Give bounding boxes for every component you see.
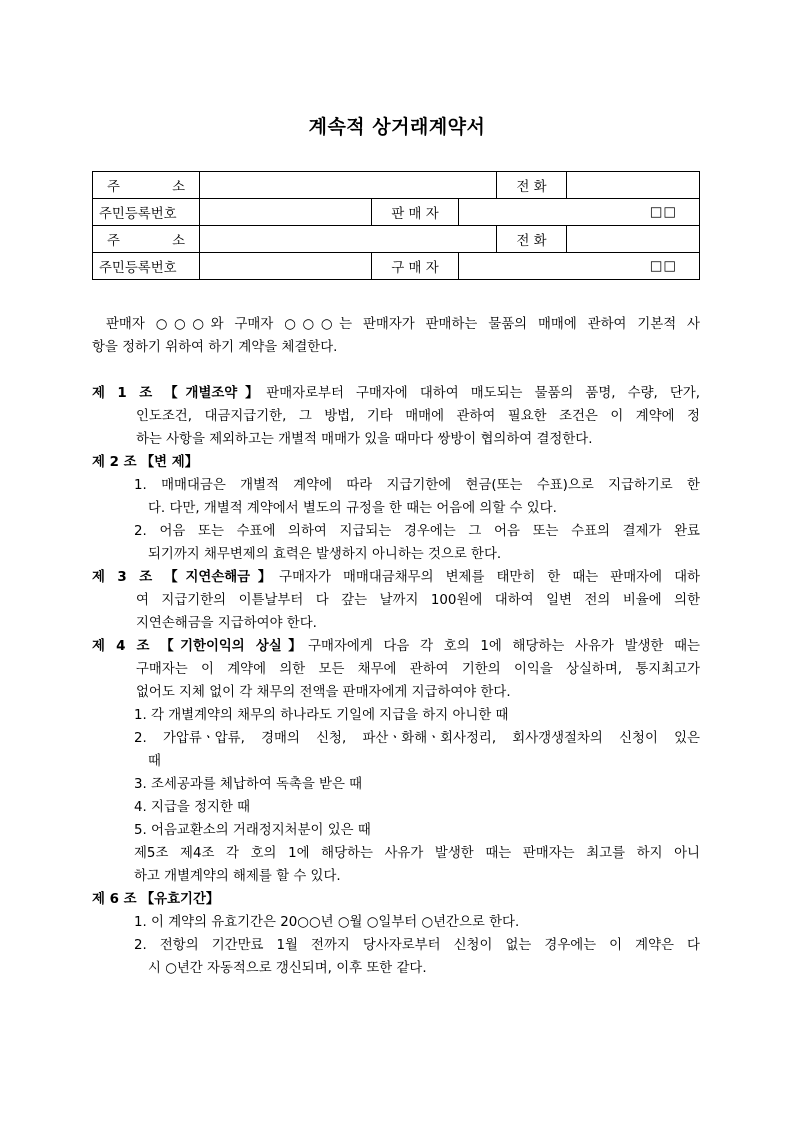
seller-address-label: [93, 172, 200, 199]
buyer-stamp: □□: [459, 253, 700, 280]
seller-resident-id-label: 주민등록번호: [93, 199, 200, 226]
clause-6-number: 제 6 조: [92, 892, 137, 907]
clause-2-item-2-cont: 되기까지 채무변제의 효력은 발생하지 아니하는 것으로 한다.: [148, 547, 502, 562]
intro-line: 판매자 ○○○와 구매자 ○○○는 판매자가 판매하는 물품의 매매에 관하여 기본적 사: [106, 317, 700, 332]
clause-1-text: 판매자로부터 구매자에 대하여 매도되는 물품의 품명, 수량, 단가,: [266, 386, 700, 401]
clause-1-line: 인도조건, 대금지급기한, 그 방법, 기타 매매에 관하여 필요한 조건은 이 계약에 정: [136, 409, 700, 424]
clause-2-item-2: 2. 어음 또는 수표에 의하여 지급되는 경우에는 그 어음 또는 수표의 결제가 완료: [134, 524, 700, 539]
clause-6-item-2-cont: 시 ○년간 자동적으로 갱신되며, 이후 또한 같다.: [148, 961, 427, 976]
clause-6-item-2: 2. 전항의 기간만료 1월 전까지 당사자로부터 신청이 없는 경우에는 이 계약은 다: [134, 938, 700, 953]
address-label-char: 주: [107, 233, 120, 249]
clause-5-line: 제5조 제4조 각 호의 1에 해당하는 사유가 발생한 때는 판매자는 최고를 하지 아니: [134, 846, 700, 861]
intro-line: 항을 정하기 위하여 하기 계약을 체결한다.: [92, 340, 338, 355]
clause-3-line: 지연손해금을 지급하여야 한다.: [136, 616, 317, 631]
buyer-resident-id-label: 주민등록번호: [93, 253, 200, 280]
clause-3-line: 여 지급기한의 이튿날부터 다 갚는 날까지 100원에 대하여 일변 전의 비율에 의한: [136, 593, 700, 608]
seller-address-row: [93, 172, 700, 199]
clause-4-item-4: 4. 지급을 정지한 때: [134, 800, 251, 815]
clause-4-text: 구매자에게 다음 각 호의 1에 해당하는 사유가 발생한 때는: [308, 639, 700, 654]
clause-4-item-1: 1. 각 개별계약의 채무의 하나라도 기일에 지급을 하지 아니한 때: [134, 708, 509, 723]
seller-resident-id-field[interactable]: [200, 199, 372, 226]
buyer-address-field[interactable]: [200, 226, 497, 253]
buyer-address-label: [93, 226, 200, 253]
clause-4-item-2-cont: 때: [148, 754, 161, 769]
parties-table: [92, 171, 700, 280]
seller-id-row: [93, 199, 700, 226]
buyer-phone-field[interactable]: [567, 226, 700, 253]
clause-4-line: 없어도 지체 없이 각 채무의 전액을 판매자에게 지급하여야 한다.: [136, 685, 511, 700]
clause-1-line: [92, 382, 700, 405]
buyer-label: 구 매 자: [372, 253, 459, 280]
clause-2-heading: [92, 451, 700, 474]
seller-phone-field[interactable]: [567, 172, 700, 199]
clause-2-item-1-cont: 다. 다만, 개별적 계약에서 별도의 규정을 한 때는 어음에 의할 수 있다.: [148, 501, 557, 516]
clause-3-text: 구매자가 매매대금채무의 변제를 태만히 한 때는 판매자에 대하: [279, 570, 700, 585]
clause-1-line: 하는 사항을 제외하고는 개별적 매매가 있을 때마다 쌍방이 협의하여 결정한다.: [136, 432, 593, 447]
clause-2-title: 【변 제】: [140, 455, 199, 470]
clauses-section: [92, 382, 700, 980]
clause-4-line: 구매자는 이 계약에 의한 모든 채무에 관하여 기한의 이익을 상실하며, 통지최고가: [136, 662, 700, 677]
clause-6-title: 【유효기간】: [140, 892, 220, 907]
clause-2-number: 제 2 조: [92, 455, 137, 470]
intro-paragraph: [92, 313, 700, 359]
clause-1-title: 【개별조약】: [164, 386, 267, 401]
buyer-phone-label: 전 화: [497, 226, 567, 253]
clause-4-title: 【기한이익의 상실】: [160, 639, 309, 654]
seller-address-field[interactable]: [200, 172, 497, 199]
clause-4-line: [92, 635, 700, 658]
address-label-char: 소: [172, 179, 185, 195]
address-label-char: 주: [107, 179, 120, 195]
seller-phone-label: 전 화: [497, 172, 567, 199]
clause-3-line: [92, 566, 700, 589]
buyer-address-row: [93, 226, 700, 253]
clause-4-item-5: 5. 어음교환소의 거래정지처분이 있은 때: [134, 823, 371, 838]
buyer-resident-id-field[interactable]: [200, 253, 372, 280]
clause-4-number: 제 4 조: [92, 639, 150, 654]
clause-6-heading: [92, 888, 700, 911]
clause-4-item-2: 2. 가압류ㆍ압류, 경매의 신청, 파산ㆍ화해ㆍ회사정리, 회사갱생절차의 신청이 있은: [134, 731, 700, 746]
clause-5-line: 하고 개별계약의 해제를 할 수 있다.: [134, 869, 341, 884]
clause-3-title: 【지연손해금】: [164, 570, 280, 585]
document-title: 계속적 상거래계약서: [308, 116, 486, 138]
clause-3-number: 제 3 조: [92, 570, 153, 585]
clause-4-item-3: 3. 조세공과를 체납하여 독촉을 받은 때: [134, 777, 363, 792]
seller-stamp: □□: [459, 199, 700, 226]
seller-label: 판 매 자: [372, 199, 459, 226]
address-label-char: 소: [172, 233, 185, 249]
clause-2-item-1: 1. 매매대금은 개별적 계약에 따라 지급기한에 현금(또는 수표)으로 지급하기로 한: [134, 478, 700, 493]
clause-6-item-1: 1. 이 계약의 유효기간은 20○○년 ○월 ○일부터 ○년간으로 한다.: [134, 915, 520, 930]
buyer-id-row: [93, 253, 700, 280]
clause-1-number: 제 1 조: [92, 386, 153, 401]
